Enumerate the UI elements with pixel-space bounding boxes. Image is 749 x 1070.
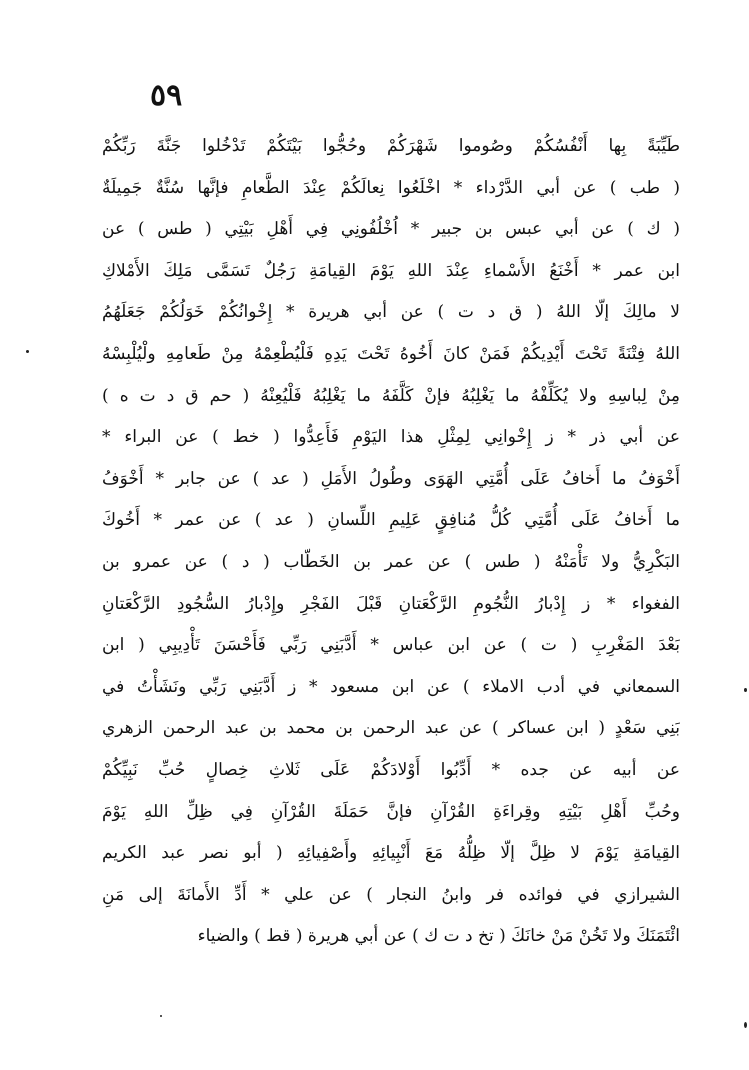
scan-speck	[160, 1015, 162, 1017]
hadith-text-block	[102, 126, 680, 958]
text-line-17: وحُبِّ أَهْلِ بَيْتِهِ وقِراءَةِ القُرْآنِ فإنَّ حَمَلَةَ القُرْآنِ فِي ظِلِّ اللهِ يَوْمَ	[102, 801, 680, 822]
scan-speck	[744, 688, 747, 692]
text-line-5: لا مالِكَ إلّا اللهُ ( ق د ت ) عن أبي هريرة * إِخْوانُكُمْ خَوَلُكُمْ جَعَلَهُمُ	[102, 302, 680, 323]
text-line-9: أَخْوَفُ ما أَخافُ عَلَى أُمَّتِي الهَوَى وطُولُ الأَمَلِ ( عد ) عن جابر * أَخْوَفُ	[102, 468, 680, 489]
text-line-10: ما أَخافُ عَلَى أُمَّتِي كُلُّ مُنافِقٍ عَلِيمِ اللِّسانِ ( عد ) عن عمر * أَخُوكَ	[102, 510, 680, 531]
text-line-12: الفغواء * ز إِدْبارُ النُّجُومِ الرَّكْعَتانِ قَبْلَ الفَجْرِ وإِدْبارُ السُّجُودِ الرَّكْعَتانِ	[102, 593, 680, 614]
text-line-2: ( طب ) عن أبي الدَّرْداء * اخْلَعُوا نِعالَكُمْ عِنْدَ الطَّعامِ فإنَّها سُنَّةٌ جَمِيلَةٌ	[102, 177, 680, 198]
text-line-20: ائْتَمَنَكَ ولا تَخُنْ مَنْ خانَكَ ( تخ د ت ك ) عن أبي هريرة ( قط ) والضياء	[197, 926, 680, 947]
text-line-18: القِيامَةِ يَوْمَ لا ظِلَّ إلّا ظِلُّهُ مَعَ أَنْبِيائِهِ وأَصْفِيائِهِ ( أبو نصر عبد الكريم	[102, 843, 680, 864]
text-line-4: ابن عمر * أَخْنَعُ الأَسْماءِ عِنْدَ اللهِ يَوْمَ القِيامَةِ رَجُلٌ تَسَمَّى مَلِكَ الأَمْلاكِ	[102, 260, 680, 281]
text-line-13: بَعْدَ المَغْرِبِ ( ت ) عن ابن عباس * أَدَّبَنِي رَبِّي فَأَحْسَنَ تَأْدِيبِي ( ابن	[102, 635, 680, 656]
text-line-19: الشيرازي في فوائده فر وابنُ النجار ) عن علي * أَدِّ الأَمانَةَ إلى مَنِ	[102, 884, 680, 905]
text-line-16: عن أبيه عن جده * أَدِّبُوا أَوْلادَكُمْ عَلَى ثَلاثِ خِصالٍ حُبِّ نَبِيِّكُمْ	[102, 759, 680, 780]
text-line-15: بَنِي سَعْدٍ ( ابن عساكر ) عن عبد الرحمن بن محمد بن عبد الرحمن الزهري	[102, 718, 680, 739]
text-line-3: ( ك ) عن أبي عبس بن جبير * اُخْلُفُونِي فِي أَهْلِ بَيْتِي ( طس ) عن	[102, 219, 680, 240]
scan-speck	[26, 350, 29, 353]
text-line-14: السمعاني في أدب الاملاء ) عن ابن مسعود * ز أَدَّبَنِي رَبِّي ونَشَأْتُ في	[102, 676, 680, 697]
text-line-1: طَيِّبَةً بِها أَنْفُسُكُمْ وصُوموا شَهْرَكُمْ وحُجُّوا بَيْتَكُمْ تَدْخُلوا جَنَّةَ رَبِّكُمْ	[102, 136, 680, 156]
text-line-8: عن أبي ذر * ز إِخْوانِي لِمِثْلِ هذا اليَوْمِ فَأَعِدُّوا ( خط ) عن البراء *	[102, 427, 680, 448]
scan-speck	[744, 1022, 747, 1028]
page-number: ٥٩	[150, 78, 183, 113]
text-line-7: مِنْ لِباسِهِ ولا يُكَلِّفْهُ ما يَغْلِبُهُ فإنْ كَلَّفَهُ ما يَغْلِبُهُ فَلْيُعِنْهُ ( حم ق د ت ه )	[102, 385, 680, 406]
text-line-11: البَكْرِيُّ ولا تَأْمَنْهُ ( طس ) عن عمر بن الخَطّاب ( د ) عن عمرو بن	[102, 551, 680, 572]
text-line-6: اللهُ فِتْنَةً تَحْتَ أَيْدِيكُمْ فَمَنْ كانَ أَخُوهُ تَحْتَ يَدِهِ فَلْيُطْعِمْهُ مِنْ طَعامِهِ ولْيُلْبِسْهُ	[102, 343, 680, 364]
